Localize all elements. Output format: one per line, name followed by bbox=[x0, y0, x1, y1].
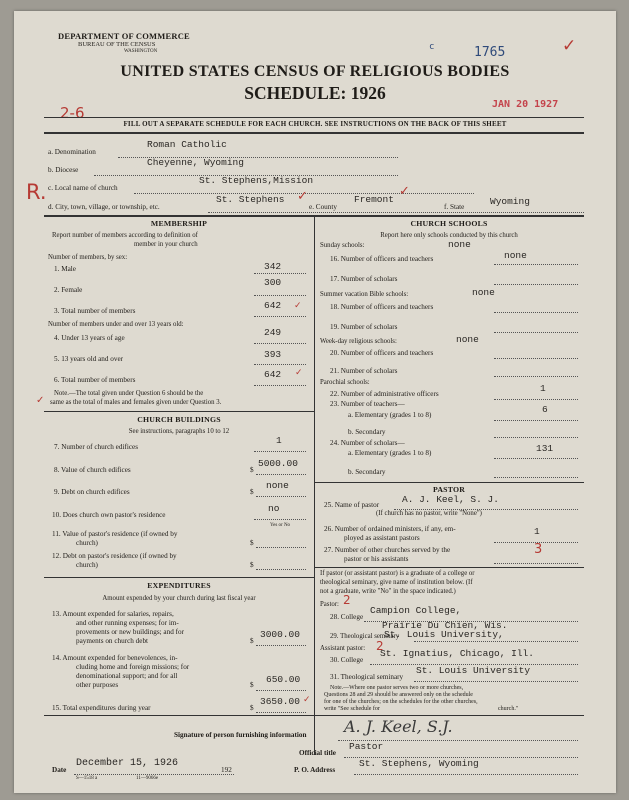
check-mark-icon: ✓ bbox=[297, 189, 308, 204]
pastor-mark: 2 bbox=[343, 593, 351, 607]
county-value: Fremont bbox=[354, 194, 394, 205]
check-mark-icon: ✓ bbox=[562, 36, 577, 56]
fill-line bbox=[494, 437, 578, 438]
q13-label: provements or new buildings; and for bbox=[76, 628, 184, 636]
rule bbox=[314, 482, 584, 483]
buildings-sub: See instructions, paragraphs 10 to 12 bbox=[128, 428, 230, 435]
q5-value: 393 bbox=[264, 349, 282, 360]
rule bbox=[314, 567, 584, 568]
schedule-title: SCHEDULE: 1926 bbox=[244, 83, 386, 103]
q14-label: 14. Amount expended for benevolences, in- bbox=[52, 654, 178, 662]
fill-line bbox=[494, 264, 578, 265]
hand-mark: ✓ bbox=[36, 395, 45, 406]
department-label: DEPARTMENT OF COMMERCE bbox=[58, 31, 190, 41]
membership-heading: MEMBERSHIP bbox=[150, 219, 208, 228]
q11-label: church) bbox=[76, 539, 98, 547]
rule bbox=[44, 132, 584, 134]
pastor-heading: PASTOR bbox=[432, 485, 466, 494]
q2-value: 300 bbox=[264, 277, 282, 288]
signature-label: Signature of person furnishing information bbox=[174, 731, 307, 739]
state-value: Wyoming bbox=[490, 196, 530, 207]
q6-value: 642 bbox=[264, 369, 282, 380]
grad-instructions: theological seminary, give name of institution below. (If bbox=[320, 579, 473, 586]
rule bbox=[44, 117, 584, 118]
official-title-value: Pastor bbox=[349, 741, 384, 752]
q26-label: ployed as assistant pastors bbox=[344, 534, 420, 542]
q5-label: 5. 13 years old and over bbox=[54, 355, 124, 363]
q14-label: denominational support; and for all bbox=[76, 672, 178, 680]
q15-value: 3650.00 bbox=[260, 696, 300, 707]
q30-label: 30. College bbox=[330, 656, 364, 664]
q11-label: 11. Value of pastor's residence (if owned by bbox=[52, 530, 178, 538]
dollar-sign: $ bbox=[250, 681, 254, 689]
washington-label: WASHINGTON bbox=[124, 49, 158, 54]
assistant-sub-label: Assistant pastor: bbox=[320, 645, 366, 652]
check-mark-icon: ✓ bbox=[295, 368, 303, 378]
rule bbox=[44, 715, 584, 716]
q21-label: 21. Number of scholars bbox=[330, 367, 398, 375]
q12-label: 12. Debt on pastor's residence (if owned by bbox=[52, 552, 177, 560]
fill-line bbox=[256, 547, 306, 548]
diocese-value: Cheyenne, Wyoming bbox=[147, 157, 244, 168]
q8-label: 8. Value of church edifices bbox=[54, 466, 131, 474]
pastor-note: church." bbox=[498, 706, 519, 712]
check-mark-icon: ✓ bbox=[399, 184, 410, 199]
fill-line bbox=[494, 477, 578, 478]
fill-line bbox=[254, 273, 306, 274]
q25-label: 25. Name of pastor bbox=[324, 501, 380, 509]
address-label: P. O. Address bbox=[294, 766, 336, 774]
q10-sub: Yes or No bbox=[270, 523, 291, 528]
q15-label: 15. Total expenditures during year bbox=[52, 704, 151, 712]
dollar-sign: $ bbox=[250, 704, 254, 712]
q28-value: Campion College, bbox=[370, 605, 462, 616]
expenditures-sub: Amount expended by your church during last fiscal year bbox=[102, 595, 256, 602]
fill-line bbox=[414, 641, 578, 642]
grad-instructions: If pastor (or assistant pastor) is a graduate of a college or bbox=[320, 570, 475, 577]
fill-line bbox=[414, 681, 578, 682]
church-name-value: St. Stephens,Mission bbox=[199, 175, 314, 186]
denomination-value: Roman Catholic bbox=[147, 139, 227, 150]
membership-intro: Report number of members according to definition of bbox=[52, 232, 198, 239]
fill-line bbox=[494, 358, 578, 359]
census-schedule-sheet bbox=[14, 11, 616, 793]
fill-line bbox=[74, 774, 234, 775]
q25-value: A. J. Keel, S. J. bbox=[402, 494, 499, 505]
sunday-label: Sunday schools: bbox=[320, 242, 365, 249]
instruction-line: FILL OUT A SEPARATE SCHEDULE FOR EACH CHURCH. SEE INSTRUCTIONS ON THE BACK OF THIS SHEET bbox=[123, 120, 507, 128]
diocese-label: b. Diocese bbox=[48, 166, 79, 174]
q31-label: 31. Theological seminary bbox=[330, 673, 404, 681]
dollar-sign: $ bbox=[250, 637, 254, 645]
pastor-note: Questions 28 and 29 should be answered only on the schedule bbox=[324, 692, 473, 698]
fill-line bbox=[254, 364, 306, 365]
parochial-label: Parochial schools: bbox=[320, 379, 370, 386]
state-label: f. State bbox=[444, 203, 465, 211]
dollar-sign: $ bbox=[250, 539, 254, 547]
q20-label: 20. Number of officers and teachers bbox=[330, 349, 434, 357]
membership-intro: member in your church bbox=[134, 241, 198, 248]
q1-label: 1. Male bbox=[54, 265, 76, 273]
q13-label: payments on church debt bbox=[76, 637, 149, 645]
fill-line bbox=[256, 496, 306, 497]
grad-instructions: not a graduate, write "No" in the space indicated.) bbox=[320, 588, 456, 595]
q2-label: 2. Female bbox=[54, 286, 83, 294]
q22-label: 22. Number of administrative officers bbox=[330, 390, 439, 398]
pastor-note: for one of the churches; on the schedules for the other churches, bbox=[324, 699, 478, 705]
q14-label: other purposes bbox=[76, 681, 119, 689]
city-label: d. City, town, village, or township, etc. bbox=[48, 203, 160, 211]
fill-line bbox=[254, 343, 306, 344]
q8-value: 5000.00 bbox=[258, 458, 298, 469]
fill-line bbox=[494, 563, 578, 564]
q12-label: church) bbox=[76, 561, 98, 569]
city-value: St. Stephens bbox=[216, 194, 285, 205]
q9-value: none bbox=[266, 480, 289, 491]
fill-line bbox=[494, 332, 578, 333]
fill-line bbox=[494, 399, 578, 400]
q24a-label: a. Elementary (grades 1 to 8) bbox=[348, 449, 432, 457]
hand-c-mark: c bbox=[429, 42, 435, 52]
print-code: 11—9066e bbox=[136, 776, 159, 781]
q27-value: 3 bbox=[534, 542, 543, 557]
q27-label: 27. Number of other churches served by the bbox=[324, 546, 451, 554]
q10-label: 10. Does church own pastor's residence bbox=[52, 511, 166, 519]
fill-line bbox=[494, 284, 578, 285]
q24b-label: b. Secondary bbox=[348, 468, 386, 476]
q26-label: 26. Number of ordained ministers, if any, em- bbox=[324, 525, 456, 533]
q24a-value: 131 bbox=[536, 443, 554, 454]
denomination-label: a. Denomination bbox=[48, 148, 96, 156]
fill-line bbox=[254, 385, 306, 386]
q29-value: St. Louis University, bbox=[384, 629, 504, 640]
expenditures-heading: EXPENDITURES bbox=[147, 581, 211, 590]
fill-line bbox=[494, 458, 578, 459]
q7-value: 1 bbox=[276, 435, 282, 446]
membership-by-sex: Number of members, by sex: bbox=[48, 254, 128, 261]
q13-label: 13. Amount expended for salaries, repairs, bbox=[52, 610, 174, 618]
hand-r-mark: R. bbox=[26, 180, 47, 204]
q29-label: 29. Theological seminary bbox=[330, 633, 400, 640]
stamp-number: 1765 bbox=[474, 45, 506, 60]
q22-value: 1 bbox=[540, 383, 546, 394]
membership-note: Note.—The total given under Question 6 should be the bbox=[54, 390, 204, 397]
q14-value: 650.00 bbox=[266, 674, 301, 685]
q1-value: 342 bbox=[264, 261, 282, 272]
q31-value: St. Louis University bbox=[416, 665, 531, 676]
check-mark-icon: ✓ bbox=[303, 695, 311, 705]
q23-label: 23. Number of teachers— bbox=[330, 400, 405, 408]
rule bbox=[44, 411, 314, 412]
dollar-sign: $ bbox=[250, 488, 254, 496]
buildings-heading: CHURCH BUILDINGS bbox=[137, 415, 221, 424]
check-mark-icon: ✓ bbox=[294, 301, 302, 311]
q16-label: 16. Number of officers and teachers bbox=[330, 255, 434, 263]
q18-label: 18. Number of officers and teachers bbox=[330, 303, 434, 311]
rule bbox=[44, 577, 314, 578]
fill-line bbox=[256, 474, 306, 475]
q25-sub: (If church has no pastor, write "None") bbox=[376, 510, 482, 517]
fill-line bbox=[256, 569, 306, 570]
summer-value: none bbox=[472, 287, 495, 298]
q19-label: 19. Number of scholars bbox=[330, 323, 398, 331]
q23a-label: a. Elementary (grades 1 to 8) bbox=[348, 411, 432, 419]
county-label: e. County bbox=[309, 203, 337, 211]
q3-value: 642 bbox=[264, 300, 282, 311]
q14-label: cluding home and foreign missions; for bbox=[76, 663, 190, 671]
q4-value: 249 bbox=[264, 327, 282, 338]
dollar-sign: $ bbox=[250, 466, 254, 474]
pastor-sub-label: Pastor: bbox=[320, 601, 339, 608]
q23a-value: 6 bbox=[542, 404, 548, 415]
q3-label: 3. Total number of members bbox=[54, 307, 136, 315]
membership-note: same as the total of males and females given under Question 3. bbox=[50, 399, 222, 406]
church-name-label: c. Local name of church bbox=[48, 184, 118, 192]
fill-line bbox=[254, 451, 306, 452]
fill-line bbox=[256, 690, 306, 691]
q9-label: 9. Debt on church edifices bbox=[54, 488, 130, 496]
date-label: Date bbox=[52, 766, 67, 774]
summer-label: Summer vacation Bible schools: bbox=[320, 291, 409, 298]
fill-line bbox=[494, 420, 578, 421]
fill-line bbox=[208, 212, 584, 213]
fill-line bbox=[494, 376, 578, 377]
q26-value: 1 bbox=[534, 526, 540, 537]
year-suffix: 192 bbox=[221, 766, 232, 774]
q28-value-2: Prairie Du Chien, Wis. bbox=[382, 620, 508, 631]
pastor-note: Note.—Where one pastor serves two or more churches, bbox=[330, 685, 464, 691]
q7-label: 7. Number of church edifices bbox=[54, 443, 139, 451]
q30-value: St. Ignatius, Chicago, Ill. bbox=[380, 648, 534, 659]
address-value: St. Stephens, Wyoming bbox=[359, 758, 479, 769]
weekday-label: Week-day religious schools: bbox=[320, 338, 397, 345]
date-stamp: JAN 20 1927 bbox=[492, 99, 559, 110]
q17-label: 17. Number of scholars bbox=[330, 275, 398, 283]
fill-line bbox=[254, 295, 306, 296]
membership-age-intro: Number of members under and over 13 years old: bbox=[48, 321, 184, 328]
q13-value: 3000.00 bbox=[260, 629, 300, 640]
signature-value: A. J. Keel, S.J. bbox=[344, 717, 453, 736]
hand-code: 2-6 bbox=[60, 104, 85, 122]
q27-label: pastor or his assistants bbox=[344, 555, 409, 563]
weekday-value: none bbox=[456, 334, 479, 345]
fill-line bbox=[254, 519, 306, 520]
q13-label: and other running expenses; for im- bbox=[76, 619, 179, 627]
q24-label: 24. Number of scholars— bbox=[330, 439, 405, 447]
dollar-sign: $ bbox=[250, 561, 254, 569]
assistant-mark: 2 bbox=[376, 639, 384, 653]
q16-value: none bbox=[504, 250, 527, 261]
q6-label: 6. Total number of members bbox=[54, 376, 136, 384]
fill-line bbox=[494, 312, 578, 313]
form-code: S—1518 a bbox=[76, 776, 98, 781]
bureau-label: BUREAU OF THE CENSUS bbox=[78, 41, 156, 48]
schools-heading: CHURCH SCHOOLS bbox=[410, 219, 488, 228]
fill-line bbox=[256, 712, 306, 713]
pastor-note: write "See schedule for bbox=[324, 706, 380, 712]
sunday-value: none bbox=[448, 239, 471, 250]
fill-line bbox=[354, 774, 578, 775]
fill-line bbox=[254, 316, 306, 317]
q23b-label: b. Secondary bbox=[348, 428, 386, 436]
q4-label: 4. Under 13 years of age bbox=[54, 334, 125, 342]
fill-line bbox=[256, 645, 306, 646]
date-value: December 15, 1926 bbox=[76, 758, 179, 769]
q10-value: no bbox=[268, 503, 280, 514]
schools-intro: Report here only schools conducted by this church bbox=[380, 232, 518, 239]
official-title-label: Official title bbox=[299, 749, 336, 757]
q28-label: 28. College bbox=[330, 613, 364, 621]
page-title: UNITED STATES CENSUS OF RELIGIOUS BODIES bbox=[120, 63, 510, 80]
